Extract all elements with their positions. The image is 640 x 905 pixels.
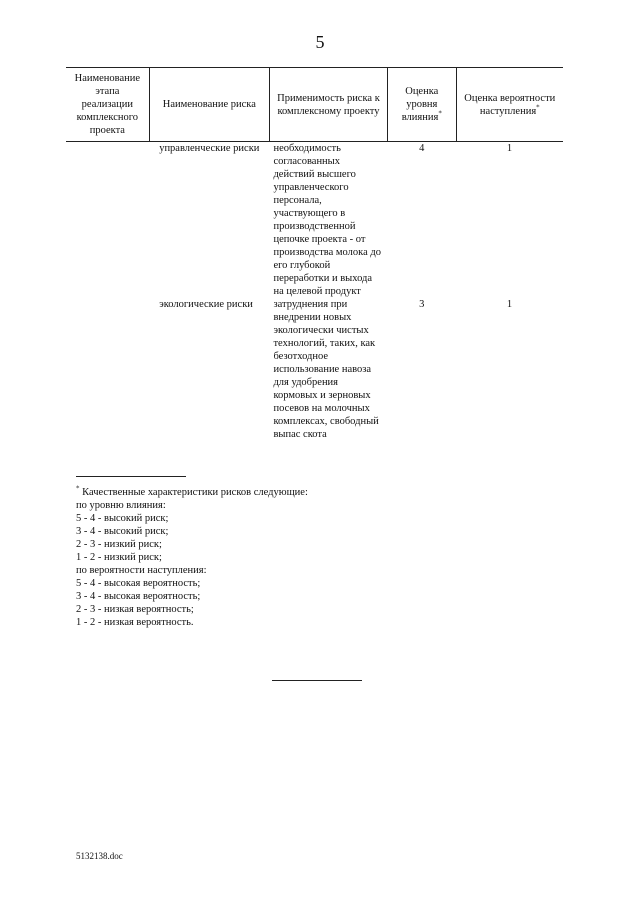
footnote-line: 3 - 4 - высокая вероятность; bbox=[76, 591, 201, 602]
cell-probability: 1 bbox=[506, 299, 513, 310]
footnote bbox=[76, 486, 308, 629]
cell-stage bbox=[66, 298, 149, 441]
footnote-mark: * bbox=[536, 103, 540, 111]
header-applicability: Применимость риска к комплексному проекту bbox=[269, 68, 387, 142]
table-row bbox=[66, 298, 563, 441]
footnote-line: 1 - 2 - низкий риск; bbox=[76, 552, 162, 563]
header-impact-label: Оценка уровня влияния bbox=[401, 86, 439, 123]
footnote-line: 5 - 4 - высокая вероятность; bbox=[76, 578, 201, 589]
footnote-line: по вероятности наступления: bbox=[76, 565, 207, 576]
footnote-divider bbox=[76, 476, 186, 477]
cell-impact: 3 bbox=[419, 299, 425, 310]
cell-impact: 4 bbox=[419, 143, 425, 154]
footnote-line: 2 - 3 - низкая вероятность; bbox=[76, 604, 194, 615]
cell-risk-name: экологические риски bbox=[159, 299, 253, 310]
doc-filename: 5132138.doc bbox=[76, 851, 123, 861]
footnote-intro: Качественные характеристики рисков следующие: bbox=[82, 487, 308, 498]
header-probability bbox=[456, 68, 563, 142]
cell-applicability: затруднения при внедрении новых экологически чистых технологий, таких, как безотходное использование навоза для удобрения кормовых и зерновых посевов на молочных комплексах, свободный выпас скота bbox=[273, 299, 379, 440]
footnote-mark: * bbox=[438, 109, 442, 118]
header-stage: Наименование этапа реализации комплексного проекта bbox=[66, 68, 149, 142]
cell-probability: 1 bbox=[506, 143, 513, 154]
header-risk-name: Наименование риска bbox=[149, 68, 269, 142]
header-impact bbox=[387, 68, 456, 142]
footnote-line: 2 - 3 - низкий риск; bbox=[76, 539, 162, 550]
footnote-intro-line bbox=[76, 486, 308, 499]
footnote-line: по уровню влияния: bbox=[76, 500, 166, 511]
cell-applicability: необходимость согласованных действий высшего управленческого персонала, участвующего в производственной цепочке проекта - от производства молока до его глубокой переработки и выхода на целевой продукт bbox=[273, 143, 381, 297]
footnote-line: 3 - 4 - высокий риск; bbox=[76, 526, 169, 537]
footnote-mark: * bbox=[76, 484, 80, 493]
footnote-line: 1 - 2 - низкая вероятность. bbox=[76, 617, 194, 628]
header-probability-label: Оценка вероятности наступления bbox=[464, 92, 556, 117]
table-row bbox=[66, 142, 563, 299]
page-number: 5 bbox=[315, 32, 325, 52]
footnote-line: 5 - 4 - высокий риск; bbox=[76, 513, 169, 524]
end-divider bbox=[272, 680, 362, 681]
cell-stage bbox=[66, 142, 149, 299]
cell-risk-name: управленческие риски bbox=[159, 143, 260, 154]
risk-table bbox=[66, 67, 563, 441]
table-header-row bbox=[66, 68, 563, 142]
